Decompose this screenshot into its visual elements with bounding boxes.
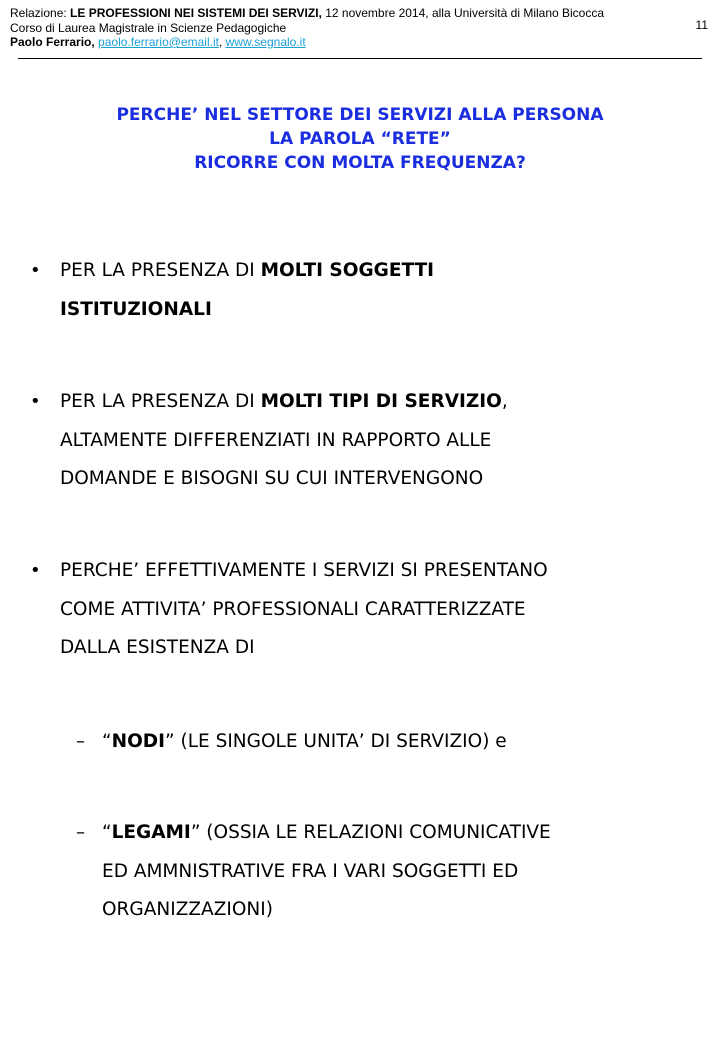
title-line-2: LA PAROLA “RETE” — [269, 129, 451, 149]
website-link[interactable]: www.segnalo.it — [225, 35, 306, 49]
bullet-marker: • — [30, 560, 41, 581]
bullet-2-line-1 — [60, 383, 700, 422]
sub-1-line-1 — [102, 723, 662, 762]
dash-marker: – — [76, 822, 85, 843]
email-link[interactable]: paolo.ferrario@email.it — [98, 35, 219, 49]
header-line-3 — [10, 35, 610, 50]
header-line-2: Corso di Laurea Magistrale in Scienze Pedagogiche — [10, 20, 287, 35]
sub-1-quote: “ — [102, 731, 112, 752]
bullet-2-line-3: DOMANDE E BISOGNI SU CUI INTERVENGONO — [60, 468, 484, 489]
sub-2-text: ” (OSSIA LE RELAZIONI COMUNICATIVE — [190, 822, 551, 843]
bullet-2-comma: , — [501, 391, 508, 412]
page-number: 11 — [695, 18, 708, 32]
bullet-1-bold: MOLTI SOGGETTI — [260, 260, 435, 281]
bullet-item-1 — [30, 252, 700, 329]
header-title: LE PROFESSIONI NEI SISTEMI DEI SERVIZI, — [70, 6, 322, 20]
bullet-2-text: PER LA PRESENZA DI — [60, 391, 261, 412]
bullet-3-line-1: PERCHE’ EFFETTIVAMENTE I SERVIZI SI PRESENTANO — [60, 560, 548, 581]
title-line-1: PERCHE’ NEL SETTORE DEI SERVIZI ALLA PERSONA — [116, 105, 604, 125]
sub-1-bold: NODI — [111, 731, 166, 752]
header-author: Paolo Ferrario, — [10, 35, 95, 49]
bullet-2-bold: MOLTI TIPI DI SERVIZIO — [260, 391, 502, 412]
header-separator: , — [218, 35, 226, 49]
dash-marker: – — [76, 731, 85, 752]
header-line-1 — [10, 6, 610, 21]
sub-2-bold: LEGAMI — [111, 822, 191, 843]
bullet-item-3 — [30, 552, 700, 668]
sub-1-text: ” (LE SINGOLE UNITA’ DI SERVIZIO) e — [165, 731, 507, 752]
bullet-1-line-1 — [60, 252, 700, 291]
bullet-marker: • — [30, 391, 41, 412]
bullet-1-bold-2: ISTITUZIONALI — [60, 298, 212, 320]
bullet-marker: • — [30, 260, 41, 281]
document-header — [10, 6, 610, 50]
bullet-1-line-2 — [60, 291, 700, 330]
sub-2-line-1 — [102, 814, 662, 853]
header-date-place: 12 novembre 2014, alla Università di Milano Bicocca — [321, 6, 605, 20]
bullet-2-line-2: ALTAMENTE DIFFERENZIATI IN RAPPORTO ALLE — [60, 429, 492, 451]
page-title — [0, 103, 720, 175]
header-divider — [18, 58, 702, 59]
sub-item-2 — [76, 814, 662, 930]
title-line-3: RICORRE CON MOLTA FREQUENZA? — [194, 153, 526, 173]
bullet-item-2 — [30, 383, 700, 499]
header-prefix: Relazione: — [10, 6, 71, 20]
sub-item-1 — [76, 723, 662, 762]
sub-2-quote: “ — [102, 822, 112, 843]
bullet-3-line-3: DALLA ESISTENZA DI — [60, 637, 255, 658]
bullet-1-text: PER LA PRESENZA DI — [60, 260, 261, 281]
bullet-3-line-2: COME ATTIVITA’ PROFESSIONALI CARATTERIZZATE — [60, 598, 526, 620]
sub-2-line-2: ED AMMNISTRATIVE FRA I VARI SOGGETTI ED — [102, 860, 519, 882]
sub-2-line-3: ORGANIZZAZIONI) — [102, 899, 273, 920]
